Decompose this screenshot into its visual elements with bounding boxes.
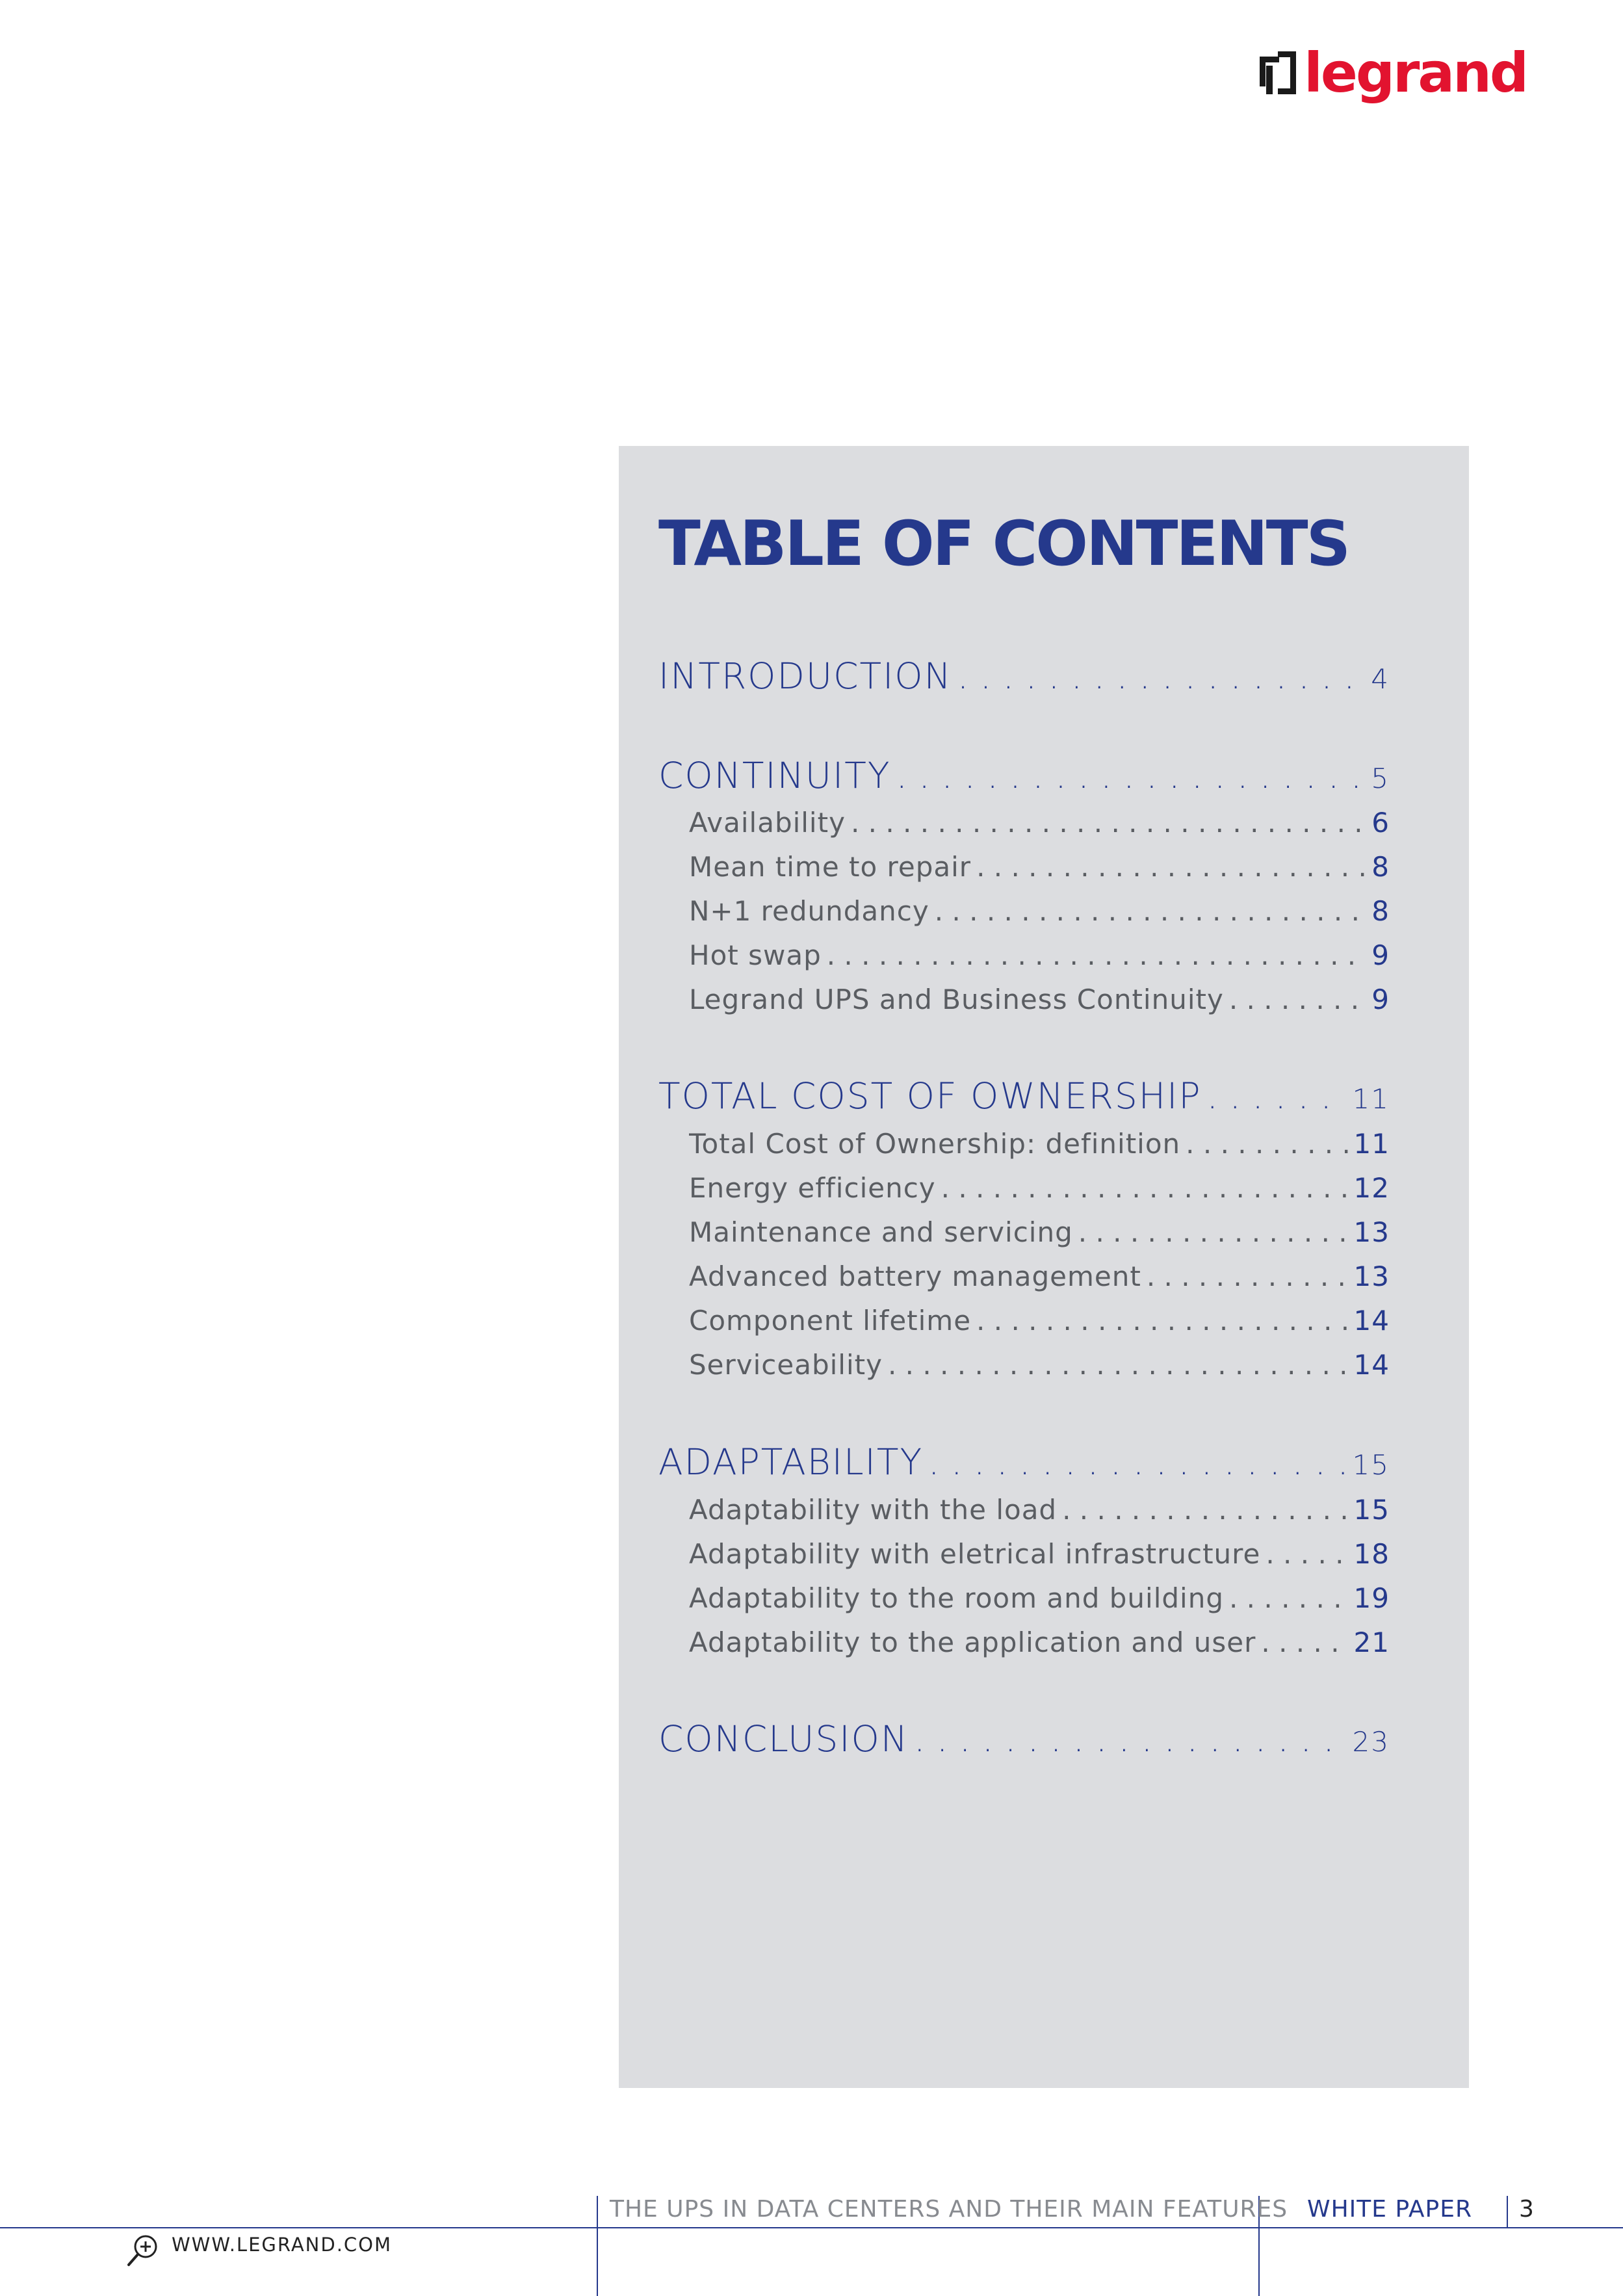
toc-page-number: 14: [1353, 1305, 1390, 1337]
dot-leader: [1266, 1538, 1348, 1570]
toc-section-tco[interactable]: [658, 1075, 1390, 1117]
toc-item[interactable]: [689, 1494, 1390, 1526]
toc-title: TABLE OF CONTENTS: [658, 508, 1349, 580]
dot-leader: [957, 655, 1366, 697]
toc-item[interactable]: [689, 807, 1390, 839]
toc-item[interactable]: [689, 1128, 1390, 1160]
search-icon: [125, 2232, 161, 2269]
footer-separator: [1507, 2196, 1508, 2227]
toc-item-title: Adaptability with the load: [689, 1494, 1058, 1526]
toc-page-number: 5: [1371, 763, 1390, 794]
logo-text: legrand: [1304, 41, 1527, 105]
dot-leader: [935, 895, 1367, 927]
toc-section-title: CONCLUSION: [658, 1718, 909, 1760]
dot-leader: [1062, 1494, 1348, 1526]
toc-page-number: 9: [1371, 984, 1390, 1015]
toc-page-number: 9: [1371, 939, 1390, 971]
dot-leader: [941, 1172, 1349, 1204]
toc-page-number: 12: [1353, 1172, 1390, 1204]
dot-leader: [1261, 1626, 1348, 1658]
legrand-logo: [1260, 41, 1527, 105]
toc-page-number: 4: [1371, 663, 1390, 695]
dot-leader: [1229, 984, 1366, 1015]
dot-leader: [896, 755, 1366, 796]
toc-page-number: 18: [1353, 1538, 1390, 1570]
toc-item-title: N+1 redundancy: [689, 895, 929, 927]
toc-page-number: 19: [1353, 1582, 1390, 1614]
toc-section-conclusion[interactable]: [658, 1718, 1390, 1760]
dot-leader: [888, 1349, 1349, 1381]
toc-section-title: ADAPTABILITY: [658, 1441, 924, 1483]
toc-item-title: Adaptability to the application and user: [689, 1626, 1256, 1658]
toc-page-number: 23: [1352, 1726, 1390, 1758]
toc-section-title: TOTAL COST OF OWNERSHIP: [658, 1075, 1202, 1117]
toc-item[interactable]: [689, 984, 1390, 1015]
toc-item[interactable]: [689, 851, 1390, 883]
toc-item-title: Adaptability with eletrical infrastructure: [689, 1538, 1261, 1570]
dot-leader: [928, 1441, 1347, 1483]
dot-leader: [976, 1305, 1349, 1337]
toc-item-title: Total Cost of Ownership: definition: [689, 1128, 1181, 1160]
page-number: 3: [1519, 2196, 1534, 2223]
dot-leader: [851, 807, 1366, 839]
website-link[interactable]: WWW.LEGRAND.COM: [172, 2234, 393, 2256]
legrand-logo-mark: [1260, 51, 1297, 94]
toc-item[interactable]: [689, 1349, 1390, 1381]
toc-item-title: Adaptability to the room and building: [689, 1582, 1224, 1614]
toc-section-adaptability[interactable]: [658, 1441, 1390, 1483]
toc-page-number: 13: [1353, 1260, 1390, 1292]
dot-leader: [976, 851, 1366, 883]
toc-item-title: Mean time to repair: [689, 851, 972, 883]
dot-leader: [827, 939, 1367, 971]
toc-item[interactable]: [689, 1172, 1390, 1204]
toc-page-number: 13: [1353, 1216, 1390, 1248]
dot-leader: [1229, 1582, 1349, 1614]
toc-item-title: Maintenance and servicing: [689, 1216, 1073, 1248]
toc-item[interactable]: [689, 939, 1390, 971]
toc-item[interactable]: [689, 1626, 1390, 1658]
toc-page-number: 11: [1353, 1128, 1390, 1160]
toc-item-title: Component lifetime: [689, 1305, 972, 1337]
footer-document-title: THE UPS IN DATA CENTERS AND THEIR MAIN FEATURES: [610, 2196, 1288, 2223]
toc-section-title: CONTINUITY: [658, 755, 891, 796]
toc-page-number: 6: [1371, 807, 1390, 839]
toc-item[interactable]: [689, 1538, 1390, 1570]
toc-page-number: 21: [1353, 1626, 1390, 1658]
toc-item-title: Serviceability: [689, 1349, 883, 1381]
toc-item[interactable]: [689, 1305, 1390, 1337]
toc-section-introduction[interactable]: [658, 655, 1390, 697]
toc-page-number: 15: [1353, 1494, 1390, 1526]
toc-item[interactable]: [689, 1582, 1390, 1614]
footer-divider: [0, 2227, 1623, 2228]
dot-leader: [1147, 1260, 1349, 1292]
toc-item-title: Legrand UPS and Business Continuity: [689, 984, 1224, 1015]
toc-item[interactable]: [689, 1216, 1390, 1248]
toc-page-number: 11: [1352, 1083, 1390, 1115]
footer-label: WHITE PAPER: [1307, 2196, 1472, 2223]
toc-section-title: INTRODUCTION: [658, 655, 952, 697]
footer-separator: [597, 2196, 598, 2296]
dot-leader: [1186, 1128, 1348, 1160]
dot-leader: [1207, 1075, 1347, 1117]
dot-leader: [1078, 1216, 1349, 1248]
dot-leader: [914, 1718, 1347, 1760]
toc-item[interactable]: [689, 895, 1390, 927]
toc-item-title: Hot swap: [689, 939, 822, 971]
toc-item-title: Availability: [689, 807, 846, 839]
toc-panel: [619, 446, 1469, 2088]
toc-item[interactable]: [689, 1260, 1390, 1292]
toc-page-number: 8: [1371, 895, 1390, 927]
toc-page-number: 8: [1371, 851, 1390, 883]
toc-section-continuity[interactable]: [658, 755, 1390, 796]
toc-page-number: 15: [1352, 1449, 1390, 1481]
toc-item-title: Energy efficiency: [689, 1172, 936, 1204]
toc-page-number: 14: [1353, 1349, 1390, 1381]
toc-item-title: Advanced battery management: [689, 1260, 1141, 1292]
